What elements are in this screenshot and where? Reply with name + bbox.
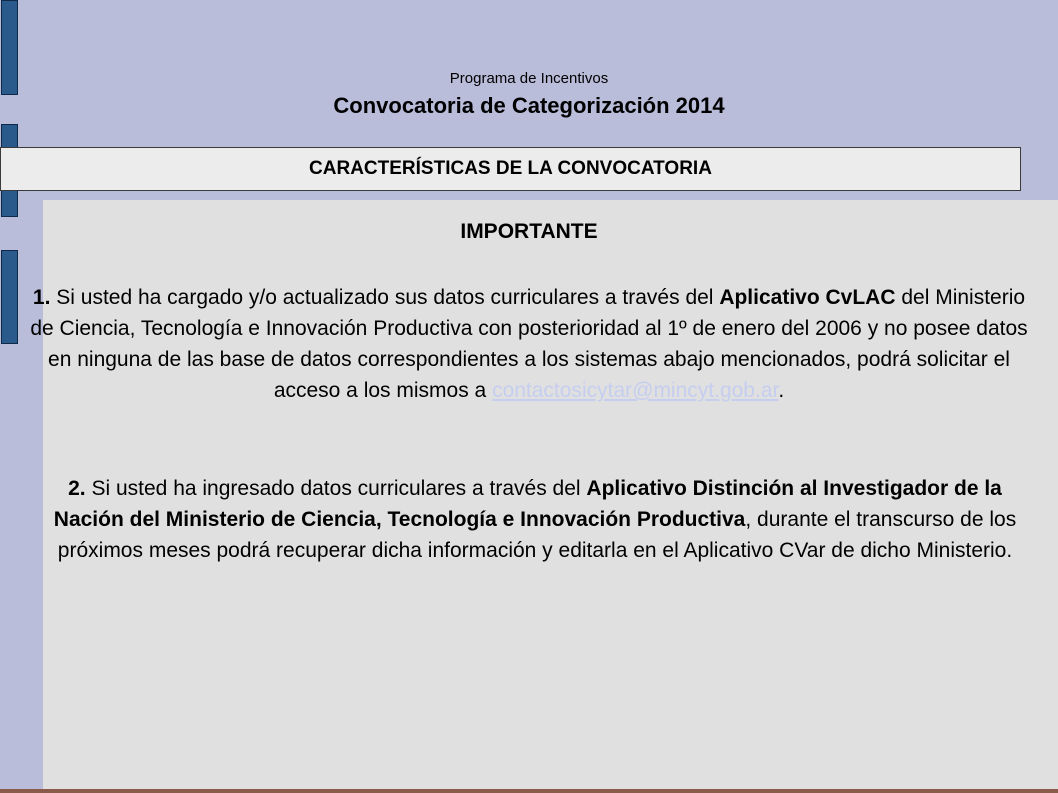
header-title: Convocatoria de Categorización 2014 xyxy=(333,93,725,118)
item-2-text-a: Si usted ha ingresado datos curriculares a través del xyxy=(85,477,587,500)
contact-email-link[interactable]: contactosicytar@mincyt.gob.ar xyxy=(492,379,779,402)
header-subtitle: Programa de Incentivos xyxy=(449,70,609,87)
item-1-text-a: Si usted ha cargado y/o actualizado sus datos curriculares a través del xyxy=(50,286,720,309)
item-1-number: 1. xyxy=(32,286,51,309)
item-1-text-c: . xyxy=(778,379,785,402)
section-title: CARACTERÍSTICAS DE LA CONVOCATORIA xyxy=(309,158,712,179)
bottom-divider xyxy=(0,789,1058,793)
item-1-paragraph xyxy=(24,282,1034,406)
left-accent-bar-bottom xyxy=(1,250,18,344)
item-2-paragraph xyxy=(40,473,1030,566)
section-title-bar xyxy=(0,147,1021,191)
item-1-bold-a: Aplicativo CvLAC xyxy=(719,286,896,309)
item-2-number: 2. xyxy=(68,477,86,500)
item-1-text-b: del Ministerio de Ciencia, Tecnología e Innovación Productiva con posterioridad al 1º de enero del 2006 y no posee datos en ninguna de las base de datos correspondientes a los sistemas abajo mencionados, podrá solicitar el acceso a los mismos a xyxy=(30,286,1028,402)
item-2-text-b: , durante el transcurso de los próximos meses podrá recuperar dicha información y editarla en el Aplicativo CVar de dicho Ministerio. xyxy=(57,508,1017,562)
important-heading: IMPORTANTE xyxy=(460,220,598,243)
item-2-bold-a: Aplicativo Distinción al Investigador de la Nación del Ministerio de Ciencia, Tecnología e Innovación Productiva xyxy=(53,477,1002,531)
